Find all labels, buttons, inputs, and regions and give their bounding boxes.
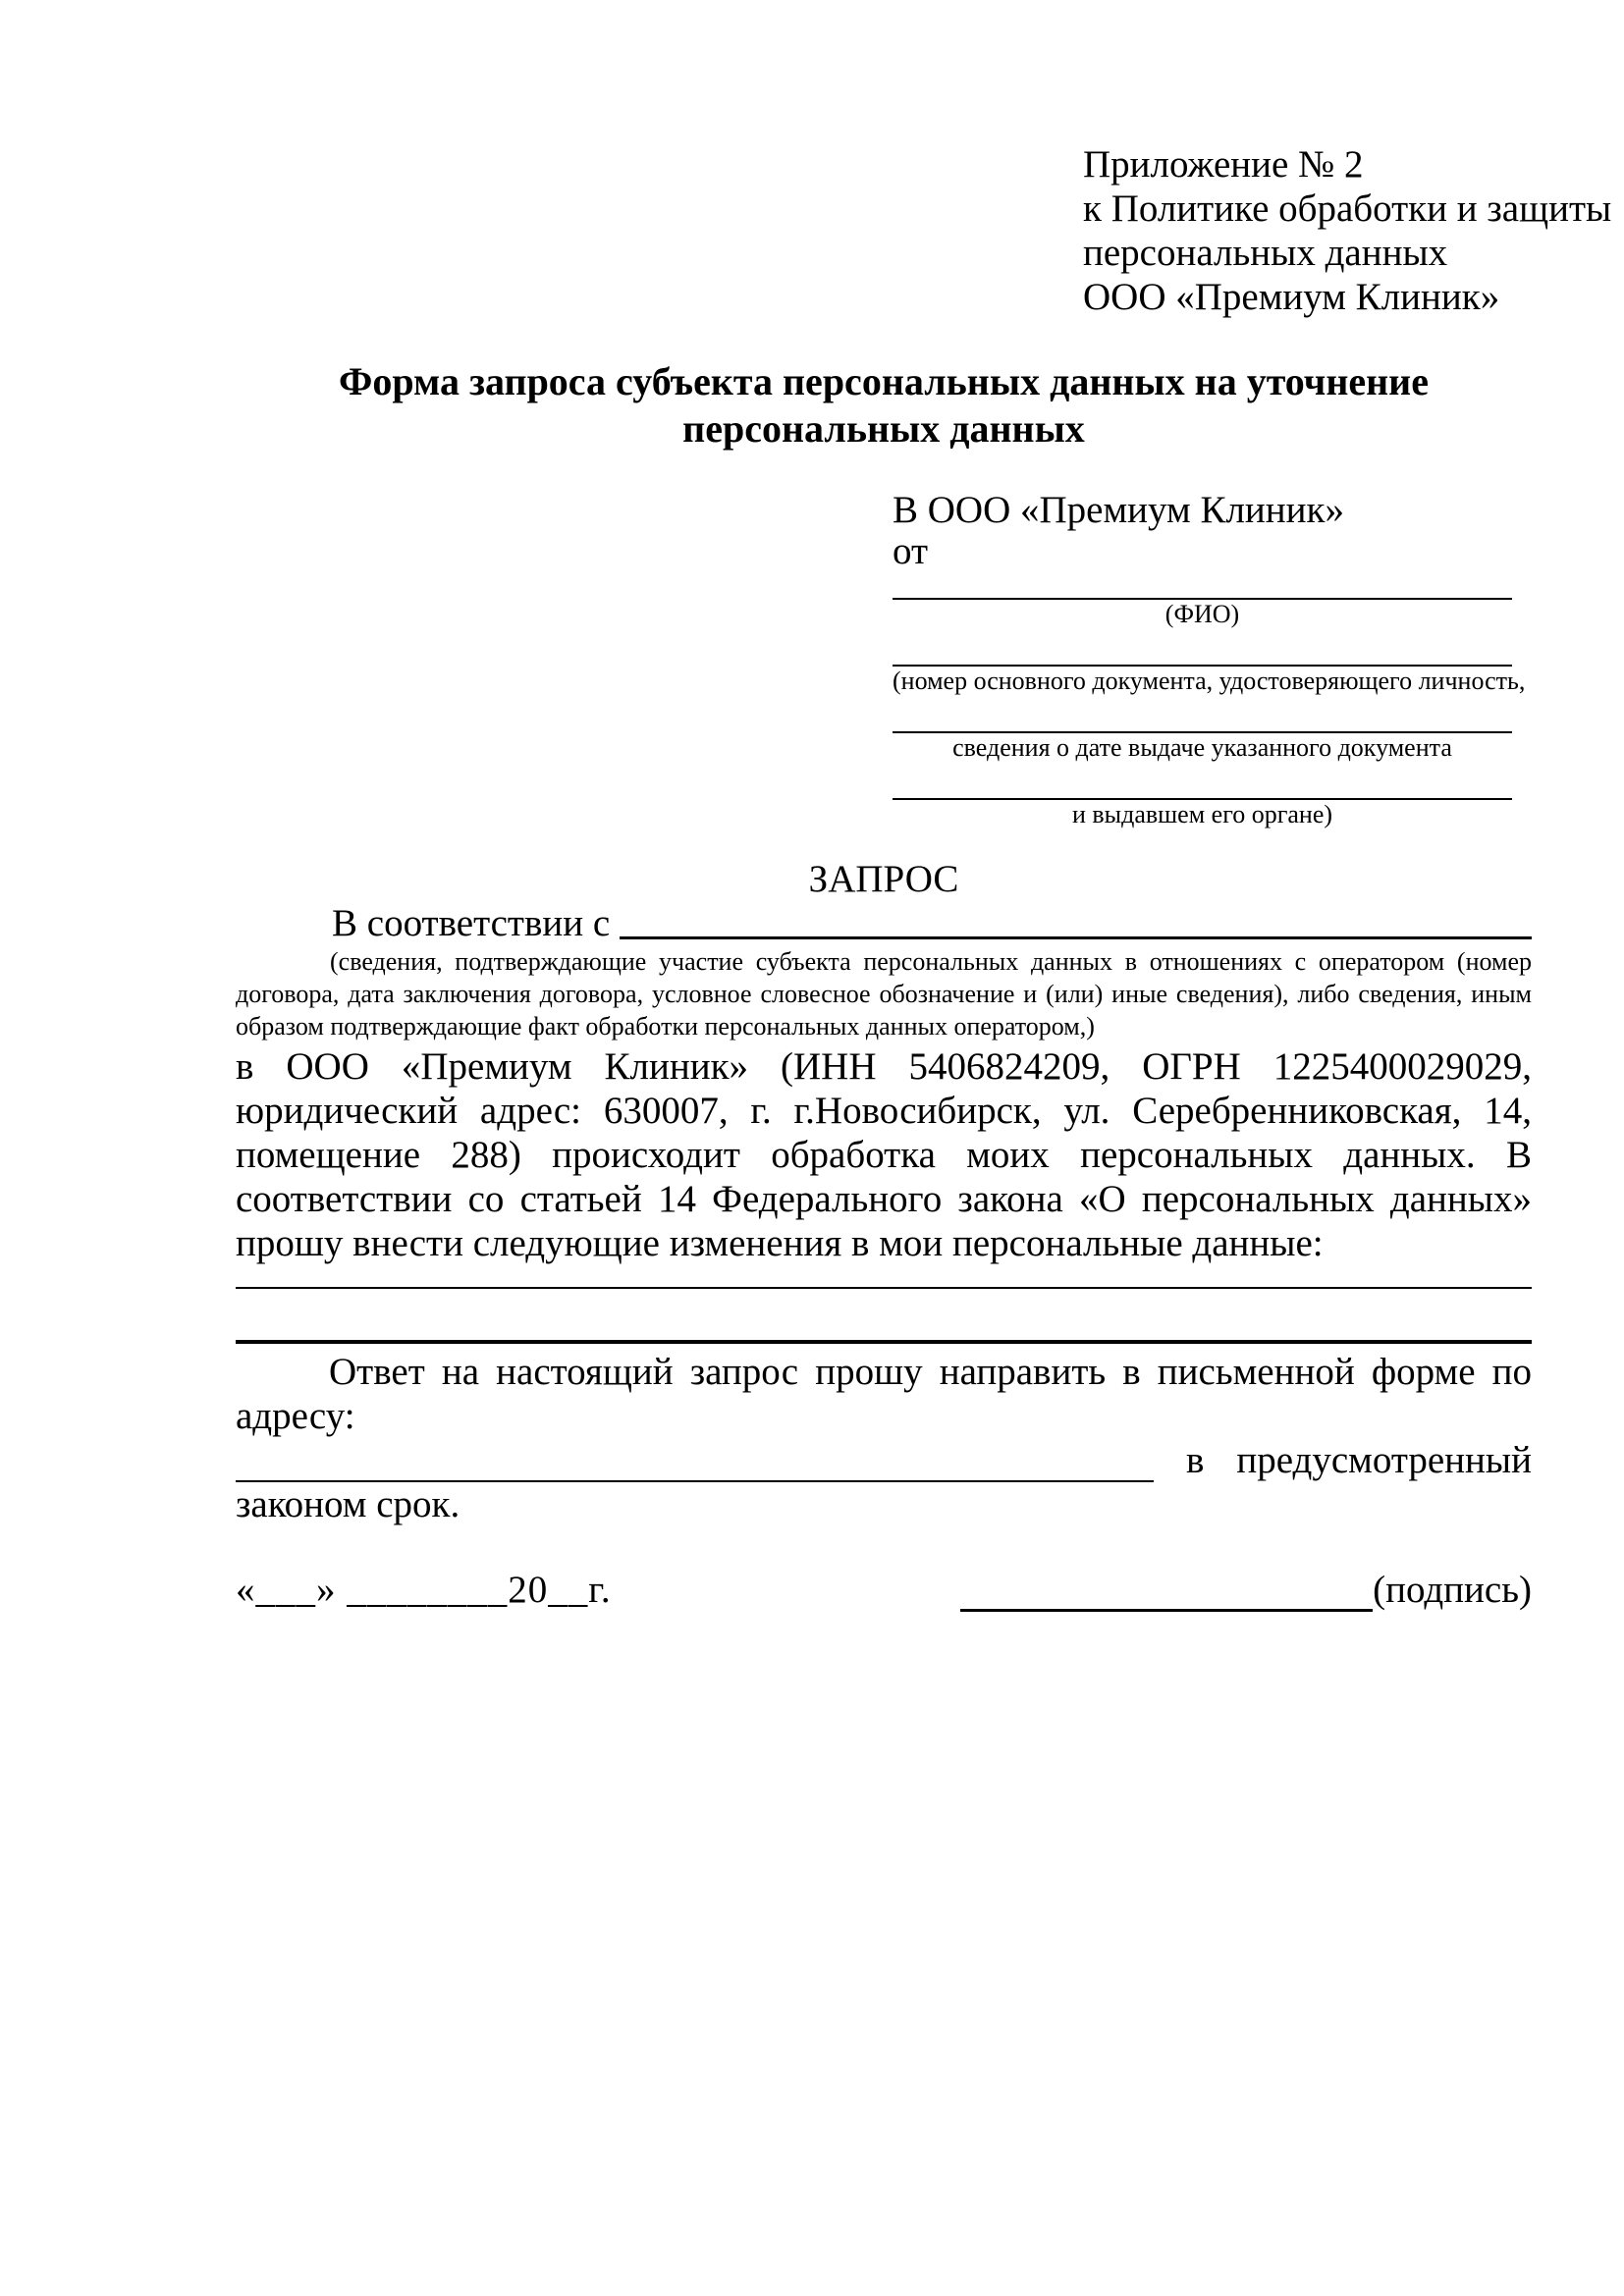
reply-paragraph-line-2 [236,1438,1532,1482]
address-fill-line[interactable] [236,1445,1154,1482]
field-line-issuing-authority[interactable] [893,765,1512,800]
accordance-note: (сведения, подтверждающие участие субъекта персональных данных в отношениях с оператором (номер договора, дата заключения договора, условное словесное обозначение и (или) иные сведения), либо сведения, иным образом подтверждающие факт обработки персональных данных оператором,) [236,947,1532,1041]
field-caption-fio: (ФИО) [1164,600,1240,628]
field-line-fio[interactable] [893,572,1512,600]
accordance-fill-line[interactable] [620,936,1532,939]
addressee-from-label: от [893,530,929,572]
appendix-note-line: ООО «Премиум Клиник» [1083,276,1500,318]
appendix-note-line: персональных данных [1083,232,1448,274]
accordance-prefix: В соответствии с [332,902,611,944]
field-line-issue-date[interactable] [893,698,1512,733]
signature-caption: (подпись) [1373,1569,1532,1611]
changes-fill-line-2[interactable] [236,1289,1532,1344]
footer-row [236,1568,1532,1612]
appendix-note-line: Приложение № 2 [1083,143,1364,186]
field-caption-issue-date: сведения о дате выдаче указанного документа [952,733,1452,762]
addressee-to: В ООО «Премиум Клиник» [893,489,1344,531]
request-body-paragraph: в ООО «Премиум Клиник» (ИНН 5406824209, ОГРН 1225400029029, юридический адрес: 630007, г. г.Новосибирск, ул. Серебренниковская, 14, помещение 288) происходит обработка моих персональных данных. В соответствии со статьей 14 Федерального закона «О персональных данных» прошу внести следующие изменения в мои персональные данные: [236,1045,1532,1264]
field-caption-issuing-authority: и выдавшем его органе) [1071,800,1333,828]
appendix-note [1083,142,1612,319]
date-fill-line[interactable]: «___» ________20__г. [236,1569,612,1611]
reply-word-1: в [1185,1439,1205,1481]
addressee-block [893,489,1526,829]
accordance-row [236,901,1532,945]
signature-group [960,1568,1532,1612]
form-title [236,358,1532,453]
changes-fill-line-1[interactable] [236,1265,1532,1289]
form-title-line: Форма запроса субъекта персональных данных на уточнение [339,359,1429,403]
reply-word-2: предусмотренный [1236,1439,1532,1481]
field-line-document-number[interactable] [893,631,1512,667]
request-heading: ЗАПРОС [808,858,959,900]
appendix-note-line: к Политике обработки и защиты [1083,187,1612,230]
reply-paragraph-line-3: законом срок. [236,1483,460,1525]
signature-fill-line[interactable] [960,1574,1373,1612]
reply-paragraph-line-1: Ответ на настоящий запрос прошу направить в письменной форме по адресу: [236,1351,1532,1437]
field-caption-document-number: (номер основного документа, удостоверяющего личность, [893,667,1526,695]
form-title-line: персональных данных [682,406,1085,451]
